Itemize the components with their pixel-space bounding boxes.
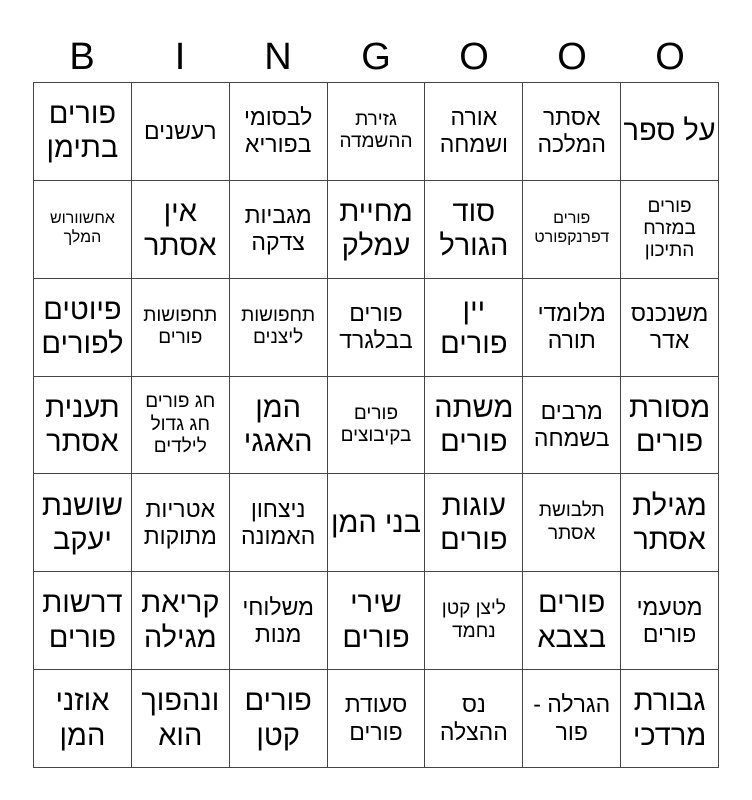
header-letter-4: G [361,35,391,78]
bingo-cell-r1-c7[interactable]: פורים בתימן [34,83,132,181]
bingo-cell-r6-c3[interactable]: ליצן קטן נחמד [425,572,523,670]
header-letter-5: O [459,35,489,78]
bingo-cell-r1-c2[interactable]: אסתר המלכה [523,83,621,181]
bingo-cell-r7-c2[interactable]: הגרלה - פור [523,670,621,768]
bingo-cell-r7-c3[interactable]: נס ההצלה [425,670,523,768]
bingo-cell-r6-c7[interactable]: דרשות פורים [34,572,132,670]
bingo-cell-r6-c5[interactable]: משלוחי מנות [230,572,328,670]
bingo-cell-r2-c4[interactable]: מחיית עמלק [328,181,426,279]
header-letter-7: O [655,35,685,78]
bingo-cell-r7-c6[interactable]: ונהפוך הוא [132,670,230,768]
bingo-cell-r2-c5[interactable]: מגביות צדקה [230,181,328,279]
bingo-cell-r3-c7[interactable]: פיוטים לפורים [34,279,132,377]
header-letter-6: O [557,35,587,78]
bingo-cell-r2-c2[interactable]: פורים דפרנקפורט [523,181,621,279]
header-letter-1: B [69,35,95,78]
bingo-cell-r6-c2[interactable]: פורים בצבא [523,572,621,670]
bingo-cell-r4-c2[interactable]: מרבים בשמחה [523,377,621,475]
bingo-cell-r4-c5[interactable]: המן האגגי [230,377,328,475]
bingo-cell-r5-c5[interactable]: ניצחון האמונה [230,474,328,572]
bingo-cell-r5-c6[interactable]: אטריות מתוקות [132,474,230,572]
bingo-cell-r6-c1[interactable]: מטעמי פורים [621,572,719,670]
bingo-cell-r5-c1[interactable]: מגילת אסתר [621,474,719,572]
bingo-cell-r4-c3[interactable]: משתה פורים [425,377,523,475]
bingo-cell-r4-c7[interactable]: תענית אסתר [34,377,132,475]
bingo-cell-r3-c4[interactable]: פורים בבלגרד [328,279,426,377]
bingo-cell-r1-c6[interactable]: רעשנים [132,83,230,181]
bingo-board [33,82,719,768]
bingo-cell-r6-c6[interactable]: קריאת מגילה [132,572,230,670]
header-letter-3: N [264,35,292,78]
bingo-cell-r7-c4[interactable]: סעודת פורים [328,670,426,768]
bingo-cell-r5-c4[interactable]: בני המן [328,474,426,572]
bingo-cell-r7-c7[interactable]: אוזני המן [34,670,132,768]
bingo-cell-r3-c6[interactable]: תחפושות פורים [132,279,230,377]
bingo-header [33,32,719,82]
bingo-cell-r5-c7[interactable]: שושנת יעקב [34,474,132,572]
bingo-cell-r7-c1[interactable]: גבורת מרדכי [621,670,719,768]
bingo-cell-r4-c1[interactable]: מסורת פורים [621,377,719,475]
bingo-cell-r3-c1[interactable]: משנכנס אדר [621,279,719,377]
bingo-cell-r2-c3[interactable]: סוד הגורל [425,181,523,279]
bingo-cell-r6-c4[interactable]: שירי פורים [328,572,426,670]
bingo-cell-r1-c4[interactable]: גזירת ההשמדה [328,83,426,181]
bingo-cell-r2-c6[interactable]: אין אסתר [132,181,230,279]
bingo-cell-r4-c6[interactable]: חג פורים חג גדול לילדים [132,377,230,475]
bingo-cell-r1-c1[interactable]: על ספר [621,83,719,181]
bingo-cell-r1-c3[interactable]: אורה ושמחה [425,83,523,181]
bingo-cell-r7-c5[interactable]: פורים קטן [230,670,328,768]
bingo-cell-r3-c3[interactable]: יין פורים [425,279,523,377]
bingo-cell-r5-c3[interactable]: עוגות פורים [425,474,523,572]
bingo-cell-r2-c1[interactable]: פורים במזרח התיכון [621,181,719,279]
bingo-cell-r5-c2[interactable]: תלבושת אסתר [523,474,621,572]
bingo-cell-r3-c2[interactable]: מלומדי תורה [523,279,621,377]
bingo-cell-r4-c4[interactable]: פורים בקיבוצים [328,377,426,475]
bingo-cell-r1-c5[interactable]: לבסומי בפוריא [230,83,328,181]
bingo-cell-r2-c7[interactable]: אחשוורוש המלך [34,181,132,279]
header-letter-2: I [174,35,186,78]
bingo-cell-r3-c5[interactable]: תחפושות ליצנים [230,279,328,377]
